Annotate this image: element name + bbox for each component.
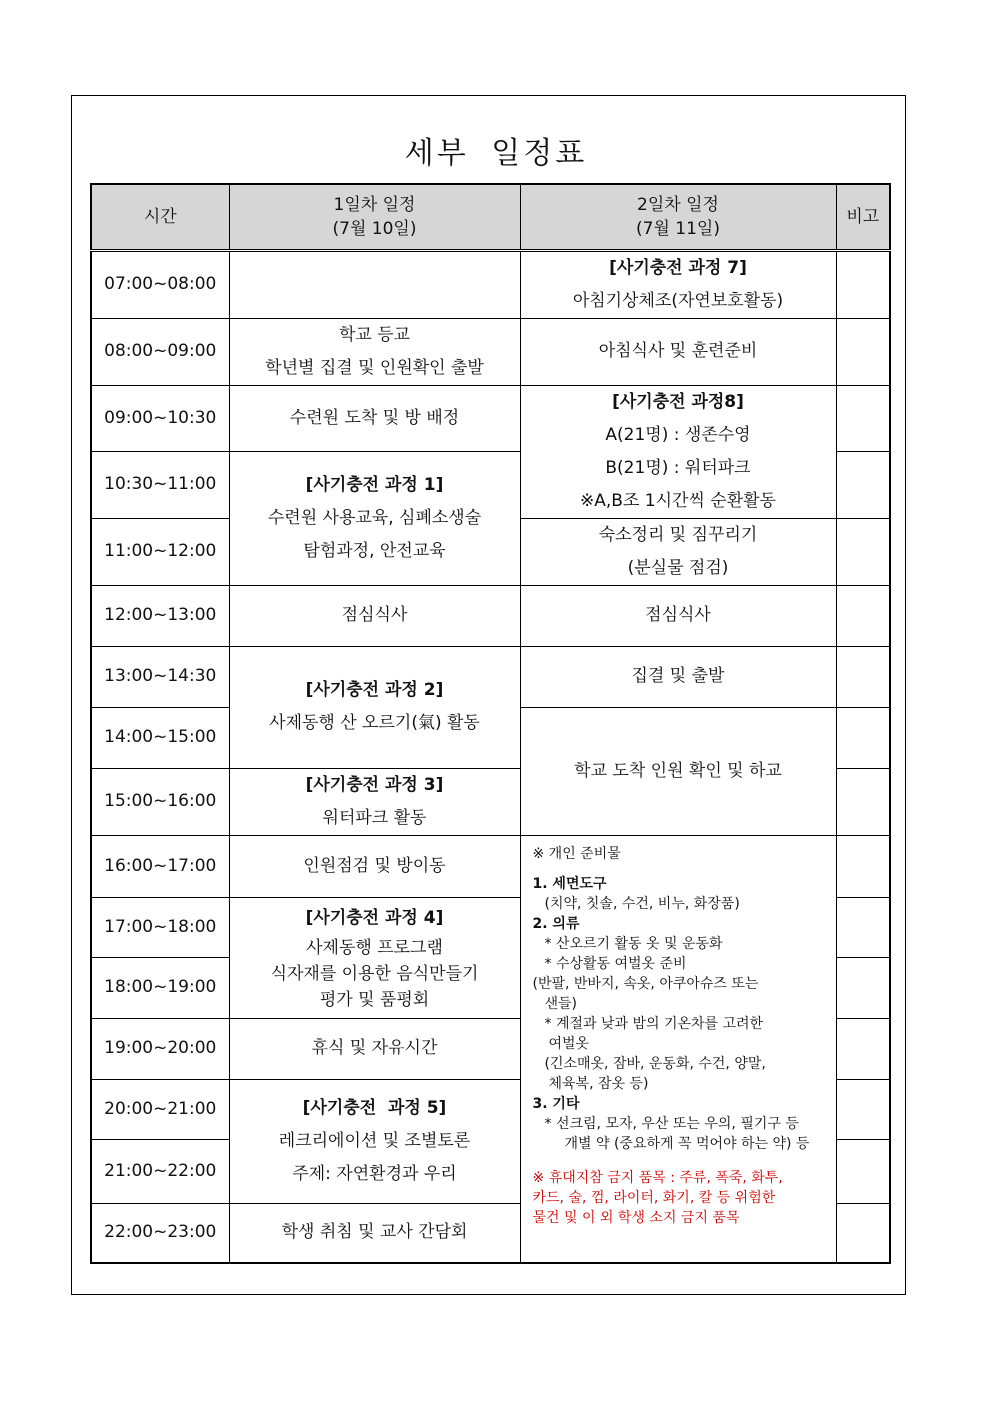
page-title: 세부 일정표	[404, 136, 588, 171]
prohibited-items-line-2: 카드, 술, 껌, 라이터, 화기, 칼 등 위험한	[532, 1189, 776, 1206]
day1-course-5	[229, 1079, 520, 1203]
course-1-detail-2: 탐험과정, 안전교육	[303, 540, 446, 561]
day1-course-2	[229, 646, 520, 768]
time-cell: 21:00~22:00	[91, 1139, 229, 1203]
course-5-detail-2: 주제: 자연환경과 우리	[292, 1163, 457, 1184]
note-cell	[836, 957, 890, 1018]
header-day1	[229, 184, 520, 250]
prep-heading: ※ 개인 준비물	[532, 845, 621, 862]
course-4-detail-2: 식자재를 이용한 음식만들기	[270, 964, 479, 984]
course-8-group-a: A(21명) : 생존수영	[605, 424, 751, 445]
prep-section-2: 2. 의류	[532, 915, 580, 932]
course-7-title: [사기충전 과정 7]	[609, 257, 747, 278]
note-cell	[836, 835, 890, 897]
prep-section-2-b1: (반팔, 반바지, 속옷, 아쿠아슈즈 또는	[532, 975, 759, 992]
day1-rest: 휴식 및 자유시간	[229, 1018, 520, 1079]
prep-section-1: 1. 세면도구	[532, 875, 607, 892]
day2-course-8	[520, 385, 836, 518]
prep-section-3: 3. 기타	[532, 1095, 580, 1112]
course-4-title: [사기충전 과정 4]	[305, 908, 444, 928]
prep-section-2-b2: 샌들)	[544, 995, 578, 1012]
day2-depart: 집결 및 출발	[520, 646, 836, 707]
header-day1-title: 1일차 일정	[333, 194, 416, 215]
course-5-detail-1: 레크리에이션 및 조별토론	[278, 1130, 471, 1151]
course-1-title: [사기충전 과정 1]	[305, 474, 444, 495]
pack-line-2: (분실물 점검)	[627, 557, 729, 578]
time-cell: 11:00~12:00	[91, 518, 229, 585]
time-cell: 19:00~20:00	[91, 1018, 229, 1079]
header-time: 시간	[91, 184, 229, 250]
time-cell: 18:00~19:00	[91, 957, 229, 1018]
time-cell: 20:00~21:00	[91, 1079, 229, 1139]
note-cell	[836, 518, 890, 585]
day2-lunch: 점심식사	[520, 585, 836, 646]
course-3-title: [사기충전 과정 3]	[305, 774, 444, 795]
schedule-table	[90, 183, 891, 1264]
header-day2	[520, 184, 836, 250]
day1-course-1	[229, 451, 520, 585]
note-cell	[836, 646, 890, 707]
time-cell: 10:30~11:00	[91, 451, 229, 518]
note-cell	[836, 250, 890, 318]
note-cell	[836, 451, 890, 518]
day1-night: 학생 취침 및 교사 간담회	[229, 1203, 520, 1263]
personal-items-list	[520, 835, 836, 1263]
note-cell	[836, 318, 890, 385]
header-note: 비고	[836, 184, 890, 250]
note-cell	[836, 1018, 890, 1079]
prep-section-3-b: 개별 약 (중요하게 꼭 먹어야 하는 약) 등	[564, 1135, 810, 1152]
time-cell: 09:00~10:30	[91, 385, 229, 451]
note-cell	[836, 1139, 890, 1203]
prep-section-2-a: * 산오르기 활동 옷 및 운동화	[544, 935, 723, 952]
course-4-detail-1: 사제동행 프로그램	[306, 938, 443, 958]
prep-section-2-c3: (긴소매옷, 잠바, 운동화, 수건, 양말,	[544, 1055, 766, 1072]
prep-section-2-b: * 수상활동 여벌옷 준비	[544, 955, 687, 972]
prep-section-2-c1: * 계절과 낮과 밤의 기온차를 고려한	[544, 1015, 764, 1032]
prep-spacer	[533, 864, 830, 874]
prep-section-2-c2: 여벌옷	[548, 1035, 590, 1052]
time-cell: 08:00~09:00	[91, 318, 229, 385]
course-4-detail-3: 평가 및 품평회	[319, 990, 430, 1010]
day1-empty-cell	[229, 250, 520, 318]
header-day2-title: 2일차 일정	[637, 194, 719, 215]
course-7-detail: 아침기상체조(자연보호활동)	[572, 290, 784, 311]
day1-course-3	[229, 768, 520, 835]
day2-return: 학교 도착 인원 확인 및 하교	[520, 707, 836, 835]
prohibited-items-line-3: 물건 및 이 외 학생 소지 금지 품목	[532, 1209, 740, 1226]
table-row	[91, 835, 890, 897]
pack-line-1: 숙소정리 및 짐꾸리기	[598, 524, 758, 545]
course-5-title: [사기충전 과정 5]	[302, 1097, 447, 1118]
time-cell: 14:00~15:00	[91, 707, 229, 768]
header-day2-date: (7월 11일)	[636, 218, 720, 239]
course-8-rotation: ※A,B조 1시간씩 순환활동	[580, 490, 776, 511]
prep-section-2-c4: 체육복, 잠옷 등)	[548, 1075, 649, 1092]
time-cell: 13:00~14:30	[91, 646, 229, 707]
course-8-group-b: B(21명) : 워터파크	[605, 457, 751, 478]
note-cell	[836, 768, 890, 835]
header-row	[91, 184, 890, 250]
school-line-1: 학교 등교	[338, 324, 411, 345]
note-cell	[836, 897, 890, 957]
prep-section-1-detail: (치약, 칫솔, 수건, 비누, 화장품)	[544, 895, 740, 912]
day2-breakfast: 아침식사 및 훈련준비	[520, 318, 836, 385]
course-1-detail-1: 수련원 사용교육, 심폐소생술	[267, 507, 482, 528]
table-row	[91, 646, 890, 707]
prep-section-3-a: * 선크림, 모자, 우산 또는 우의, 필기구 등	[544, 1115, 799, 1132]
table-row	[91, 385, 890, 451]
table-row	[91, 250, 890, 318]
time-cell: 16:00~17:00	[91, 835, 229, 897]
note-cell	[836, 585, 890, 646]
note-cell	[836, 707, 890, 768]
day1-school-depart	[229, 318, 520, 385]
day2-course-7	[520, 250, 836, 318]
prep-spacer	[533, 1154, 830, 1168]
course-2-title: [사기충전 과정 2]	[305, 680, 444, 700]
time-cell: 07:00~08:00	[91, 250, 229, 318]
day1-roll: 인원점검 및 방이동	[229, 835, 520, 897]
day1-lunch: 점심식사	[229, 585, 520, 646]
day1-course-4	[229, 897, 520, 1018]
note-cell	[836, 385, 890, 451]
note-cell	[836, 1203, 890, 1263]
course-8-title: [사기충전 과정8]	[612, 391, 744, 412]
course-3-detail: 워터파크 활동	[322, 807, 427, 828]
note-cell	[836, 1079, 890, 1139]
header-day1-date: (7월 10일)	[332, 218, 417, 239]
prohibited-items-line-1: ※ 휴대지참 금지 품목 : 주류, 폭죽, 화투,	[532, 1169, 783, 1186]
table-row	[91, 318, 890, 385]
time-cell: 17:00~18:00	[91, 897, 229, 957]
day1-arrive: 수련원 도착 및 방 배정	[229, 385, 520, 451]
school-line-2: 학년별 집결 및 인원확인 출발	[265, 357, 484, 378]
time-cell: 12:00~13:00	[91, 585, 229, 646]
time-cell: 15:00~16:00	[91, 768, 229, 835]
table-row	[91, 585, 890, 646]
course-2-detail: 사제동행 산 오르기(氣) 활동	[269, 713, 480, 733]
day2-pack	[520, 518, 836, 585]
time-cell: 22:00~23:00	[91, 1203, 229, 1263]
